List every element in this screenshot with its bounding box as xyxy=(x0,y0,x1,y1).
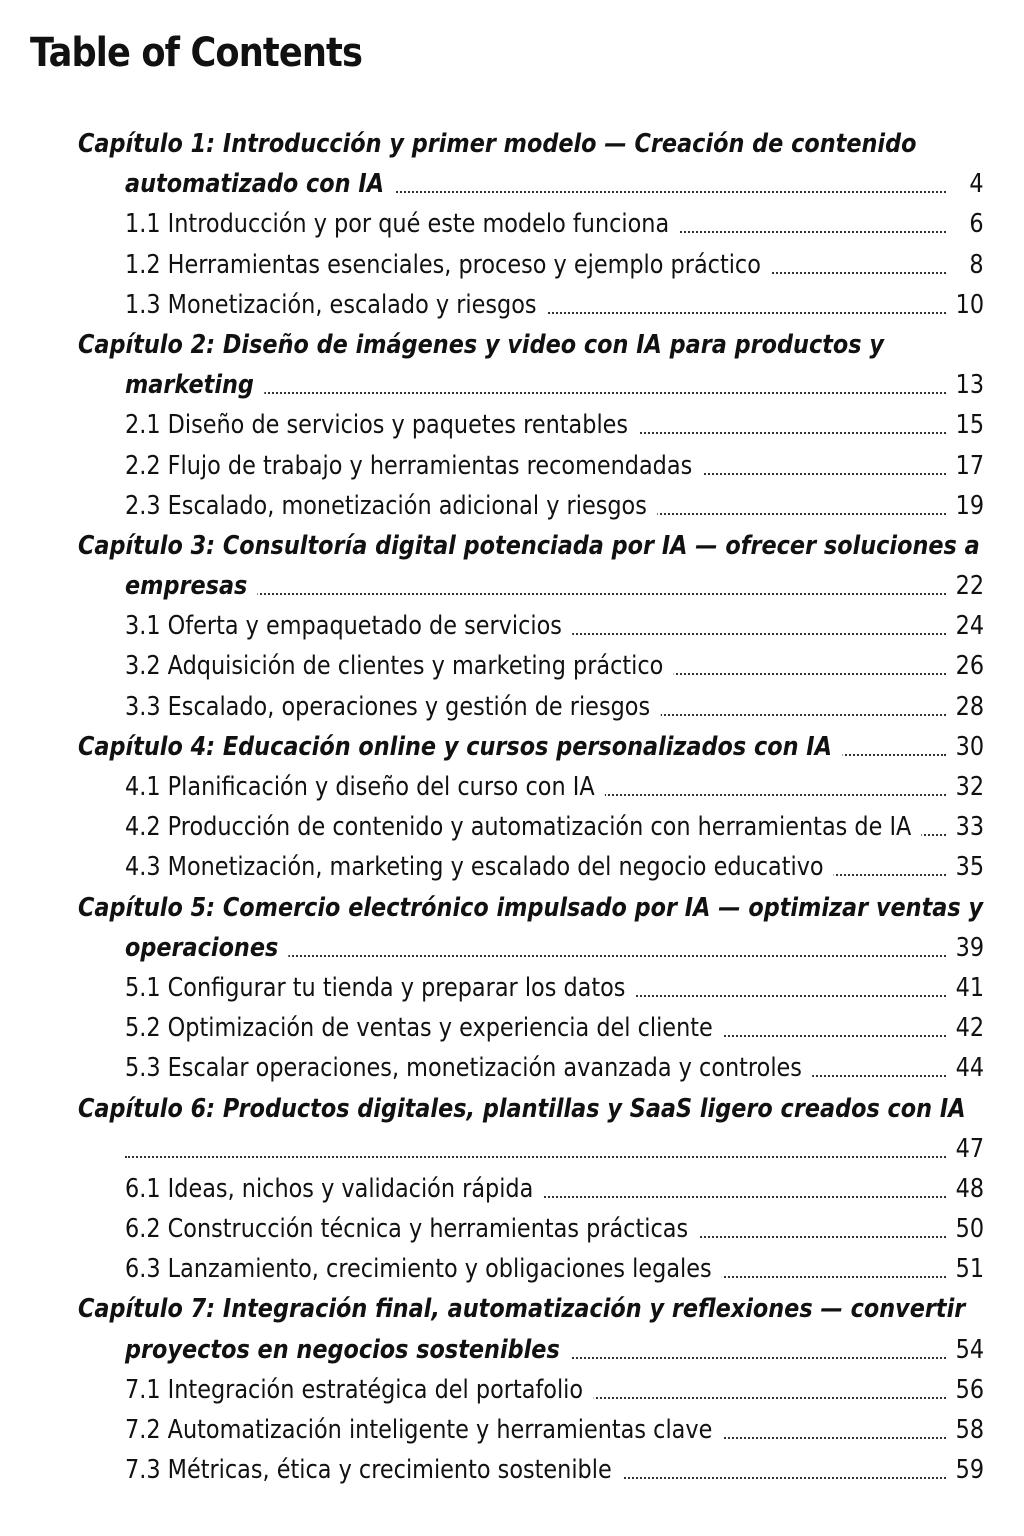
toc-chapter-line[interactable] xyxy=(78,526,984,566)
page-number: 44 xyxy=(955,1053,984,1084)
page-number: 33 xyxy=(955,812,984,843)
toc-section-line[interactable] xyxy=(78,1048,984,1088)
page-number: 26 xyxy=(955,651,984,682)
section-title: 7.3 Métricas, ética y crecimiento sostenible xyxy=(125,1450,622,1490)
toc-section-line[interactable] xyxy=(78,245,984,285)
toc-section-line[interactable] xyxy=(78,486,984,526)
page-number: 17 xyxy=(955,450,984,481)
section-title: 3.2 Adquisición de clientes y marketing práctico xyxy=(125,646,674,686)
page-number: 22 xyxy=(955,571,984,602)
chapter-title: Capítulo 1: Introducción y primer modelo — Creación de contenido xyxy=(78,124,927,164)
section-title: 5.3 Escalar operaciones, monetización avanzada y controles xyxy=(125,1048,812,1088)
section-title: 6.3 Lanzamiento, crecimiento y obligaciones legales xyxy=(125,1249,722,1289)
page-number: 30 xyxy=(955,731,984,762)
toc-section-line[interactable] xyxy=(78,204,984,244)
toc-chapter-line[interactable] xyxy=(78,124,984,164)
page-number: 24 xyxy=(955,611,984,642)
toc-chapter-line[interactable] xyxy=(78,727,984,767)
section-title: 2.2 Flujo de trabajo y herramientas recomendadas xyxy=(125,446,703,486)
chapter-title: marketing xyxy=(125,365,264,405)
section-title: 4.2 Producción de contenido y automatización con herramientas de IA xyxy=(125,807,922,847)
toc-section-line[interactable] xyxy=(78,285,984,325)
page-number: 47 xyxy=(955,1133,984,1164)
page-title: Table of Contents xyxy=(30,30,363,76)
page-number: 41 xyxy=(955,972,984,1003)
chapter-title: Capítulo 2: Diseño de imágenes y video con IA para productos y xyxy=(78,325,894,365)
section-title: 7.2 Automatización inteligente y herramientas clave xyxy=(125,1410,723,1450)
toc-section-line[interactable] xyxy=(78,405,984,445)
page-number: 39 xyxy=(955,932,984,963)
toc-chapter-line[interactable] xyxy=(78,928,984,968)
page-number: 59 xyxy=(955,1455,984,1486)
chapter-title: automatizado con IA xyxy=(125,164,394,204)
page-number: 13 xyxy=(955,370,984,401)
page-number: 35 xyxy=(955,852,984,883)
toc-section-line[interactable] xyxy=(78,1249,984,1289)
toc-section-line[interactable] xyxy=(78,1169,984,1209)
section-title: 4.1 Planificación y diseño del curso con IA xyxy=(125,767,605,807)
toc-chapter-line[interactable] xyxy=(78,164,984,204)
section-title: 7.1 Integración estratégica del portafolio xyxy=(125,1370,593,1410)
section-title: 3.3 Escalado, operaciones y gestión de riesgos xyxy=(125,687,660,727)
toc-section-line[interactable] xyxy=(78,1370,984,1410)
page-number: 4 xyxy=(969,169,984,200)
toc-section-line[interactable] xyxy=(78,646,984,686)
section-title: 1.3 Monetización, escalado y riesgos xyxy=(125,285,547,325)
table-of-contents xyxy=(78,124,984,1490)
toc-section-line[interactable] xyxy=(78,1450,984,1490)
chapter-title: Capítulo 4: Educación online y cursos personalizados con IA xyxy=(78,727,842,767)
toc-chapter-line[interactable] xyxy=(78,1289,984,1329)
section-title: 5.2 Optimización de ventas y experiencia del cliente xyxy=(125,1008,723,1048)
section-title: 6.2 Construcción técnica y herramientas prácticas xyxy=(125,1209,698,1249)
page-number: 32 xyxy=(955,772,984,802)
page-number: 10 xyxy=(955,289,984,320)
toc-chapter-line[interactable] xyxy=(78,1089,984,1129)
page-number: 54 xyxy=(955,1334,984,1365)
chapter-title: Capítulo 6: Productos digitales, plantillas y SaaS ligero creados con IA xyxy=(78,1089,976,1129)
page-number: 28 xyxy=(955,691,984,722)
section-title: 3.1 Oferta y empaquetado de servicios xyxy=(125,606,572,646)
page-number: 51 xyxy=(955,1254,984,1285)
toc-section-line[interactable] xyxy=(78,1410,984,1450)
toc-section-line[interactable] xyxy=(78,807,984,847)
toc-chapter-line[interactable] xyxy=(78,1330,984,1370)
chapter-title: Capítulo 5: Comercio electrónico impulsado por IA — optimizar ventas y xyxy=(78,888,993,928)
page-number: 15 xyxy=(955,410,984,441)
toc-chapter-line[interactable] xyxy=(78,888,984,928)
page-number: 58 xyxy=(955,1415,984,1445)
toc-section-line[interactable] xyxy=(78,446,984,486)
toc-section-line[interactable] xyxy=(78,968,984,1008)
section-title: 1.1 Introducción y por qué este modelo funciona xyxy=(125,204,679,244)
toc-chapter-line[interactable] xyxy=(78,365,984,405)
section-title: 1.2 Herramientas esenciales, proceso y ejemplo práctico xyxy=(125,245,771,285)
toc-chapter-line[interactable] xyxy=(78,566,984,606)
toc-section-line[interactable] xyxy=(78,1209,984,1249)
toc-chapter-line[interactable] xyxy=(78,1129,984,1169)
page-number: 6 xyxy=(969,209,984,240)
chapter-title: Capítulo 7: Integración final, automatización y reflexiones — convertir xyxy=(78,1289,976,1329)
toc-section-line[interactable] xyxy=(78,767,984,807)
chapter-title: proyectos en negocios sostenibles xyxy=(125,1330,570,1370)
page-number: 8 xyxy=(969,249,984,280)
chapter-title: empresas xyxy=(125,566,258,606)
toc-chapter-line[interactable] xyxy=(78,325,984,365)
chapter-title: operaciones xyxy=(125,928,289,968)
chapter-title: Capítulo 3: Consultoría digital potenciada por IA — ofrecer soluciones a xyxy=(78,526,990,566)
toc-section-line[interactable] xyxy=(78,606,984,646)
section-title: 2.3 Escalado, monetización adicional y riesgos xyxy=(125,486,657,526)
page-number: 50 xyxy=(955,1214,984,1245)
page-number: 56 xyxy=(955,1374,984,1405)
page-number: 19 xyxy=(955,490,984,521)
toc-section-line[interactable] xyxy=(78,847,984,887)
page-number: 48 xyxy=(955,1173,984,1204)
page-number: 42 xyxy=(955,1013,984,1044)
toc-section-line[interactable] xyxy=(78,1008,984,1048)
toc-section-line[interactable] xyxy=(78,687,984,727)
section-title: 2.1 Diseño de servicios y paquetes rentables xyxy=(125,405,638,445)
dot-leader xyxy=(125,1156,946,1158)
section-title: 5.1 Configurar tu tienda y preparar los datos xyxy=(125,968,636,1008)
section-title: 6.1 Ideas, nichos y validación rápida xyxy=(125,1169,544,1209)
section-title: 4.3 Monetización, marketing y escalado del negocio educativo xyxy=(125,847,834,887)
